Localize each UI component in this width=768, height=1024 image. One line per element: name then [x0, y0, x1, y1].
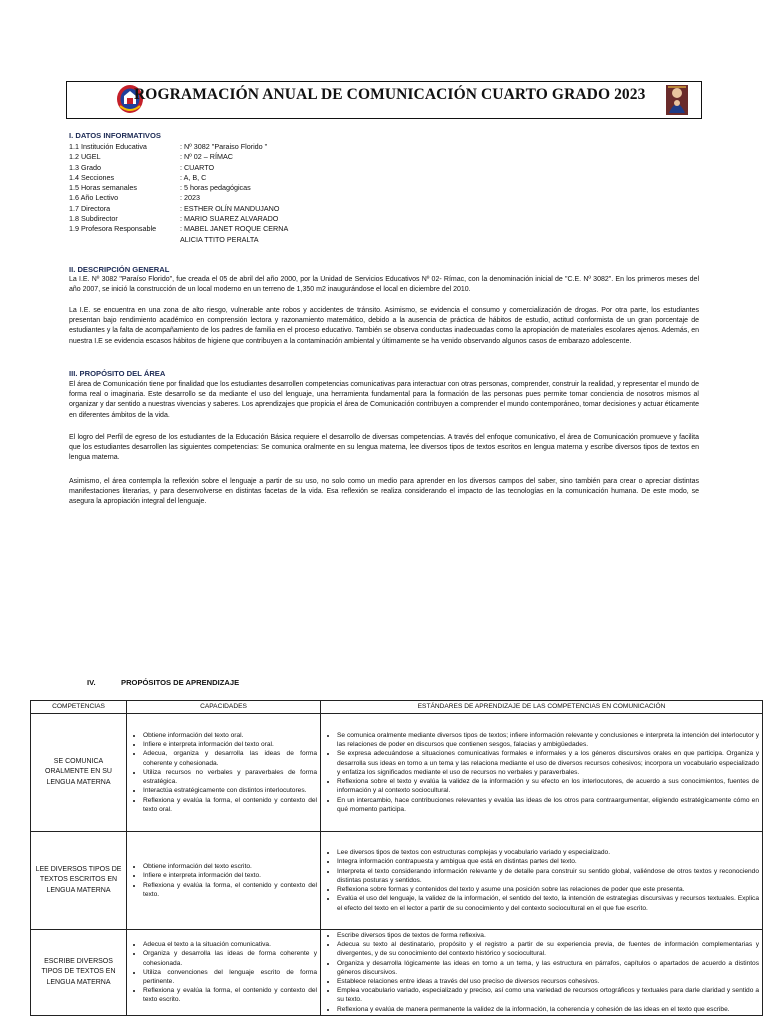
list-item: • Emplea vocabulario variado, especializado y preciso, así como una variedad de recursos ortográficos y textuales para darle claridad y sentido a su texto. [337, 986, 759, 1004]
list-item: • Obtiene información del texto escrito. [143, 862, 317, 871]
estandares-cell [321, 714, 763, 832]
paragraph: El área de Comunicación tiene por finalidad que los estudiantes desarrollen competencias comunicativas para interactuar con otras personas, comprender, construir la realidad, y representar el mundo de forma real o imaginaria. Este desarrollo se da mediante el uso del lenguaje, una herramienta fundamental para la formación de las personas pues permite tomar conciencia de nosotros mismos al organizar y dar sentido a nuestras vivencias y saberes. Los aprendizajes que propicia el área de Comunicación contribuyen a comprender el mundo contemporáneo, tomar decisiones y actuar éticamente en diferentes ámbitos de la vida. [69, 381, 699, 419]
section-heading-proposito: III. PROPÓSITO DEL ÁREA [69, 369, 166, 378]
info-value: : Nº 02 – RÍMAC [180, 152, 233, 162]
info-key: 1.6 Año Lectivo [69, 193, 119, 203]
info-value: : ESTHER OLÍN MANDUJANO [180, 203, 280, 213]
table-row [31, 714, 763, 832]
list-item: • Utiliza recursos no verbales y paraverbales de forma estratégica. [143, 768, 317, 786]
estandares-cell [321, 930, 763, 1016]
list-item: • Reflexiona y evalúa de manera permanente la validez de la información, la coherencia y cohesión de las ideas en el texto que escribe. [337, 1005, 759, 1014]
competencia-cell: LEE DIVERSOS TIPOS DE TEXTOS ESCRITOS EN LENGUA MATERNA [31, 832, 127, 930]
list-item: • Obtiene información del texto oral. [143, 731, 317, 740]
list-item: • Organiza y desarrolla las ideas de forma coherente y cohesionada. [143, 949, 317, 967]
info-key: 1.3 Grado [69, 162, 101, 172]
list-item: • Reflexiona y evalúa la forma, el contenido y contexto del texto oral. [143, 796, 317, 814]
column-header: COMPETENCIAS [31, 701, 127, 714]
column-header: ESTÁNDARES DE APRENDIZAJE DE LAS COMPETENCIAS EN COMUNICACIÓN [321, 701, 763, 714]
list-item: • Evalúa el uso del lenguaje, la validez de la información, el sentido del texto, la intención de estrategias discursivas y recursos textuales. Explica el efecto del texto en el lector a partir de su conocimiento y del contexto sociocultural en el que fue escrito. [337, 894, 759, 912]
page-title: ROGRAMACIÓN ANUAL DE COMUNICACIÓN CUARTO GRADO 2023 [134, 86, 646, 103]
info-key: 1.5 Horas semanales [69, 183, 137, 193]
info-value: ALICIA TTITO PERALTA [180, 234, 259, 244]
info-value: : A, B, C [180, 172, 207, 182]
column-header: CAPACIDADES [127, 701, 321, 714]
learning-table [30, 700, 763, 1016]
section-heading-descripcion: II. DESCRIPCIÓN GENERAL [69, 265, 170, 274]
section-heading-datos: I. DATOS INFORMATIVOS [69, 131, 161, 140]
list-item: • Reflexiona sobre el texto y evalúa la validez de la información y su efecto en los interlocutores, de acuerdo a sus conocimientos, fuentes de información y al contexto sociocultural. [337, 777, 759, 795]
section-number: IV. [87, 678, 96, 687]
list-item: • Interpreta el texto considerando información relevante y de detalle para construir su sentido global, valiéndose de otros textos y reconociendo distintas posturas y sentidos. [337, 867, 759, 885]
list-item: • Utiliza convenciones del lenguaje escrito de forma pertinente. [143, 968, 317, 986]
info-value: : 2023 [180, 193, 200, 203]
list-item: • Lee diversos tipos de textos con estructuras complejas y vocabulario variado y especializado. [337, 848, 759, 857]
list-item: • Escribe diversos tipos de textos de forma reflexiva. [337, 931, 759, 940]
list-item: • Reflexiona y evalúa la forma, el contenido y contexto del texto. [143, 881, 317, 899]
section-heading-propositos: PROPÓSITOS DE APRENDIZAJE [121, 678, 240, 687]
list-item: • Adecua, organiza y desarrolla las ideas de forma coherente y cohesionada. [143, 749, 317, 767]
info-key: 1.1 Institución Educativa [69, 142, 147, 151]
info-key: 1.7 Directora [69, 203, 111, 213]
list-item: • Adecua el texto a la situación comunicativa. [143, 940, 317, 949]
info-value: : MABEL JANET ROQUE CERNA [180, 224, 289, 234]
list-item: • Infiere e interpreta información del texto oral. [143, 740, 317, 749]
info-key: 1.4 Secciones [69, 172, 115, 182]
list-item: • Se expresa adecuándose a situaciones comunicativas formales e informales y a los géneros discursivos orales en que participa. Organiza y desarrolla sus ideas en torno a un tema y las relaciona mediante el uso de diversos recursos cohesivos; incorpora un vocabulario especializado y enfatiza los significados mediante el uso de recursos no verbales y paraverbales. [337, 749, 759, 777]
capacidades-cell [127, 832, 321, 930]
list-item: • Reflexiona y evalúa la forma, el contenido y contexto del texto escrito. [143, 986, 317, 1004]
info-key: 1.2 UGEL [69, 152, 101, 162]
list-item: • Organiza y desarrolla lógicamente las ideas en torno a un tema, y las estructura en párrafos, capítulos o apartados de acuerdo a distintos géneros discursivos. [337, 959, 759, 977]
info-value: : 5 horas pedagógicas [180, 183, 251, 193]
capacidades-cell [127, 714, 321, 832]
list-item: • Integra información contrapuesta y ambigua que está en distintas partes del texto. [337, 857, 759, 866]
list-item: • Reflexiona sobre formas y contenidos del texto y asume una posición sobre las relaciones de poder que este presenta. [337, 885, 759, 894]
capacidades-cell [127, 930, 321, 1016]
info-key: 1.8 Subdirector [69, 214, 118, 224]
paragraph: La I.E. Nº 3082 "Paraíso Florido", fue creada el 05 de abril del año 2000, por la Unidad de Servicios Educativos Nº 02- Rímac, con la denominación inicial de "C.E. Nº 3082". En los primeros meses del año 2007, se inició la construcción de un local moderno en un terreno de 1,350 m2 inaugurándose el local en diciembre del 2010. [69, 276, 699, 294]
estandares-cell [321, 832, 763, 930]
table-row [31, 832, 763, 930]
paragraph: El logro del Perfil de egreso de los estudiantes de la Educación Básica requiere el desarrollo de diversas competencias. A través del enfoque comunicativo, el área de Comunicación promueve y facilita que los estudiantes desarrollen las siguientes competencias: Se comunica oralmente en su lengua materna, lee diversos tipos de textos escritos en lengua materna y escribe diversos tipos de textos en lengua materna. [69, 434, 699, 462]
list-item: • En un intercambio, hace contribuciones relevantes y evalúa las ideas de los otros para contraargumentar, eligiendo estratégicamente cómo en qué momento participa. [337, 796, 759, 814]
competencia-cell: SE COMUNICA ORALMENTE EN SU LENGUA MATERNA [31, 714, 127, 832]
religious-image-icon [666, 85, 688, 115]
list-item: • Infiere e interpreta información del texto. [143, 871, 317, 880]
list-item: • Interactúa estratégicamente con distintos interlocutores. [143, 786, 317, 795]
info-value: : MARIO SUAREZ ALVARADO [180, 214, 279, 224]
list-item: • Se comunica oralmente mediante diversos tipos de textos; infiere información relevante y conclusiones e interpreta la intención del interlocutor y las relaciones de poder en discursos que contienen sesgos, falacias y ambigüedades. [337, 731, 759, 749]
info-key: 1.9 Profesora Responsable [69, 224, 157, 234]
table-header-row [31, 701, 763, 714]
info-value: : CUARTO [180, 162, 215, 172]
competencia-cell: ESCRIBE DIVERSOS TIPOS DE TEXTOS EN LENGUA MATERNA [31, 930, 127, 1016]
list-item: • Establece relaciones entre ideas a través del uso preciso de diversos recursos cohesivos. [337, 977, 759, 986]
info-value: : Nº 3082 "Paraiso Florido " [180, 142, 268, 151]
list-item: • Adecua su texto al destinatario, propósito y el registro a partir de su experiencia previa, de fuentes de información complementarias y divergentes, y de su conocimiento del contexto histórico y sociocultural. [337, 940, 759, 958]
table-row [31, 930, 763, 1016]
paragraph: La I.E. se encuentra en una zona de alto riesgo, vulnerable ante robos y accidentes de tránsito. Asimismo, se evidencia el consumo y comercialización de drogas. Por otra parte, los estudiantes presentan bajo rendimiento académico en comprensión lectora y razonamiento matemático, debido a la ausencia de práctica de hábitos de estudio, actitud conformista de un gran porcentaje de estudiantes y la falta de acompañamiento de los padres de familia en el proceso educativo. También se observa conductas inadecuadas como la apropiación de materiales escolares ajenos. Además, en nuestra I.E se evidencia escasos hábitos de higiene que contribuyen a la contaminación ambiental y últimamente se ha venido observando algunos casos de embarazo adolescente. [69, 307, 699, 345]
paragraph: Asimismo, el área contempla la reflexión sobre el lenguaje a partir de su uso, no solo como un medio para aprender en los diversos campos del saber, sino también para crear o apreciar distintas manifestaciones literarias, y para desenvolverse en distintas facetas de la vida. Esa reflexión se realiza considerando el impacto de las tecnologías en la comunicación humana. De este modo, se asegura la apropiación integral del lenguaje. [69, 478, 699, 506]
